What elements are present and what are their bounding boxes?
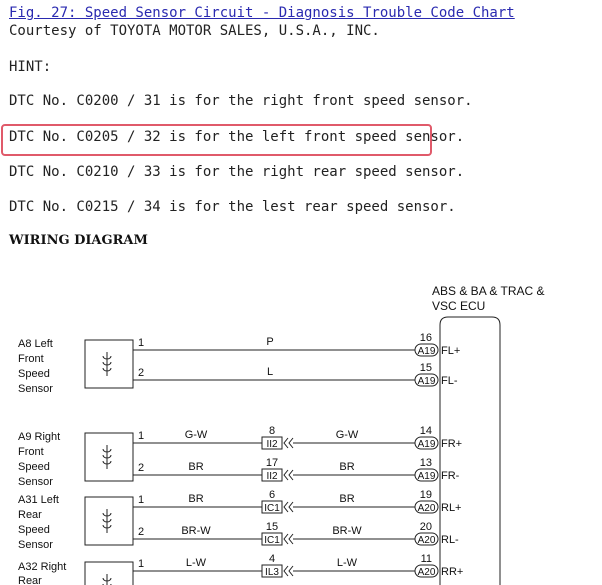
inline-connector-pin: 17 xyxy=(265,457,279,469)
inline-connector-pin: 4 xyxy=(268,553,276,565)
inline-connector-label: IL3 xyxy=(265,567,279,578)
connector-arrow xyxy=(284,534,293,544)
ecu-pin-number: 20 xyxy=(419,521,432,533)
svg-text:Sensor: Sensor xyxy=(18,539,53,551)
courtesy-text: Courtesy of TOYOTA MOTOR SALES, U.S.A., INC. xyxy=(9,23,380,39)
ecu-pin-number: 15 xyxy=(419,362,432,374)
ecu-pin-number: 13 xyxy=(419,457,432,469)
ecu-pin-number: 19 xyxy=(419,489,432,501)
ecu-pin-number: 14 xyxy=(419,425,432,437)
ecu-label-line2: VSC ECU xyxy=(432,299,486,313)
sensor-a9-label xyxy=(18,431,60,488)
connector-arrow xyxy=(284,438,293,448)
connector-arrow xyxy=(284,470,293,480)
sensor-box-a31 xyxy=(85,497,133,545)
wire-color-label: L-W xyxy=(336,557,358,569)
ecu-connector-label: A19 xyxy=(417,471,436,482)
svg-text:A9 Right: A9 Right xyxy=(18,431,61,443)
sensor-a32-label xyxy=(18,561,66,585)
figure-title-link[interactable]: Fig. 27: Speed Sensor Circuit - Diagnosis Trouble Code Chart xyxy=(9,5,515,21)
hint-label: HINT: xyxy=(9,59,52,75)
svg-text:Sensor: Sensor xyxy=(18,476,53,488)
sensor-pin-label: 1 xyxy=(138,558,145,570)
inline-connector-pin: 8 xyxy=(268,425,276,437)
sensor-box-a32 xyxy=(85,562,133,585)
sensor-pin-label: 1 xyxy=(138,430,145,442)
wire-color-label: L-W xyxy=(185,557,207,569)
dtc-line-left-rear: DTC No. C0215 / 34 is for the lest rear speed sensor. xyxy=(9,199,456,215)
ecu-signal-label: FR- xyxy=(441,470,460,482)
ecu-pin-number: 11 xyxy=(420,553,432,565)
dtc-line-left-front: DTC No. C0205 / 32 is for the left front speed sensor. xyxy=(9,129,465,145)
svg-text:Rear: Rear xyxy=(18,575,42,585)
sensor-pin-label: 2 xyxy=(138,367,145,379)
wire-color-label: BR xyxy=(188,461,204,473)
sensor-pin-label: 2 xyxy=(138,462,145,474)
ecu-connector-label: A19 xyxy=(417,376,436,387)
wire-color-label: BR xyxy=(188,493,204,505)
ecu-signal-label: FL- xyxy=(441,375,458,387)
wire-color-label: P xyxy=(266,336,274,348)
ecu-pin-number: 16 xyxy=(419,332,432,344)
ecu-connector-label: A20 xyxy=(417,503,436,514)
ecu-label-line1: ABS & BA & TRAC & xyxy=(432,284,545,298)
ecu-signal-label: FR+ xyxy=(441,438,463,450)
inline-connector-pin: 15 xyxy=(265,521,279,533)
wiring-diagram-heading: WIRING DIAGRAM xyxy=(9,233,148,248)
inline-connector-label: II2 xyxy=(266,471,278,482)
sensor-pin-label: 1 xyxy=(138,337,145,349)
ecu-connector-label: A19 xyxy=(417,439,436,450)
sensor-box-a8 xyxy=(85,340,133,388)
ecu-signal-label: RR+ xyxy=(441,566,464,578)
wire-color-label: BR xyxy=(339,461,355,473)
svg-text:A8 Left: A8 Left xyxy=(18,338,53,350)
inline-connector-label: II2 xyxy=(266,439,278,450)
svg-text:Front: Front xyxy=(18,446,44,458)
svg-text:A31 Left: A31 Left xyxy=(18,494,59,506)
wire-color-label: BR xyxy=(339,493,355,505)
sensor-pin-label: 1 xyxy=(138,494,145,506)
svg-text:Sensor: Sensor xyxy=(18,383,53,395)
svg-text:Speed: Speed xyxy=(18,524,50,536)
sensor-pin-label: 2 xyxy=(138,526,145,538)
svg-text:A32 Right: A32 Right xyxy=(18,561,67,573)
wire-color-label: BR-W xyxy=(181,525,211,537)
dtc-line-right-rear: DTC No. C0210 / 33 is for the right rear speed sensor. xyxy=(9,164,465,180)
inline-connector-label: IC1 xyxy=(264,535,280,546)
ecu-connector-label: A19 xyxy=(417,346,436,357)
ecu-signal-label: RL+ xyxy=(441,502,462,514)
sensor-box-a9 xyxy=(85,433,133,481)
svg-text:Front: Front xyxy=(18,353,44,365)
sensor-a31-label xyxy=(18,494,59,551)
dtc-line-right-front: DTC No. C0200 / 31 is for the right front speed sensor. xyxy=(9,93,473,109)
sensor-a8-label xyxy=(18,338,53,395)
svg-text:Speed: Speed xyxy=(18,461,50,473)
wire-color-label: BR-W xyxy=(332,525,362,537)
ecu-signal-label: FL+ xyxy=(441,345,461,357)
wire-color-label: L xyxy=(266,366,274,378)
ecu-connector-label: A20 xyxy=(417,535,436,546)
ecu-signal-label: RL- xyxy=(441,534,459,546)
connector-arrow xyxy=(284,566,293,576)
inline-connector-pin: 6 xyxy=(268,489,276,501)
wire-color-label: G-W xyxy=(184,429,208,441)
connector-arrow xyxy=(284,502,293,512)
svg-text:Speed: Speed xyxy=(18,368,50,380)
inline-connector-label: IC1 xyxy=(264,503,280,514)
svg-text:Rear: Rear xyxy=(18,509,42,521)
wire-color-label: G-W xyxy=(335,429,359,441)
ecu-connector-label: A20 xyxy=(417,567,436,578)
